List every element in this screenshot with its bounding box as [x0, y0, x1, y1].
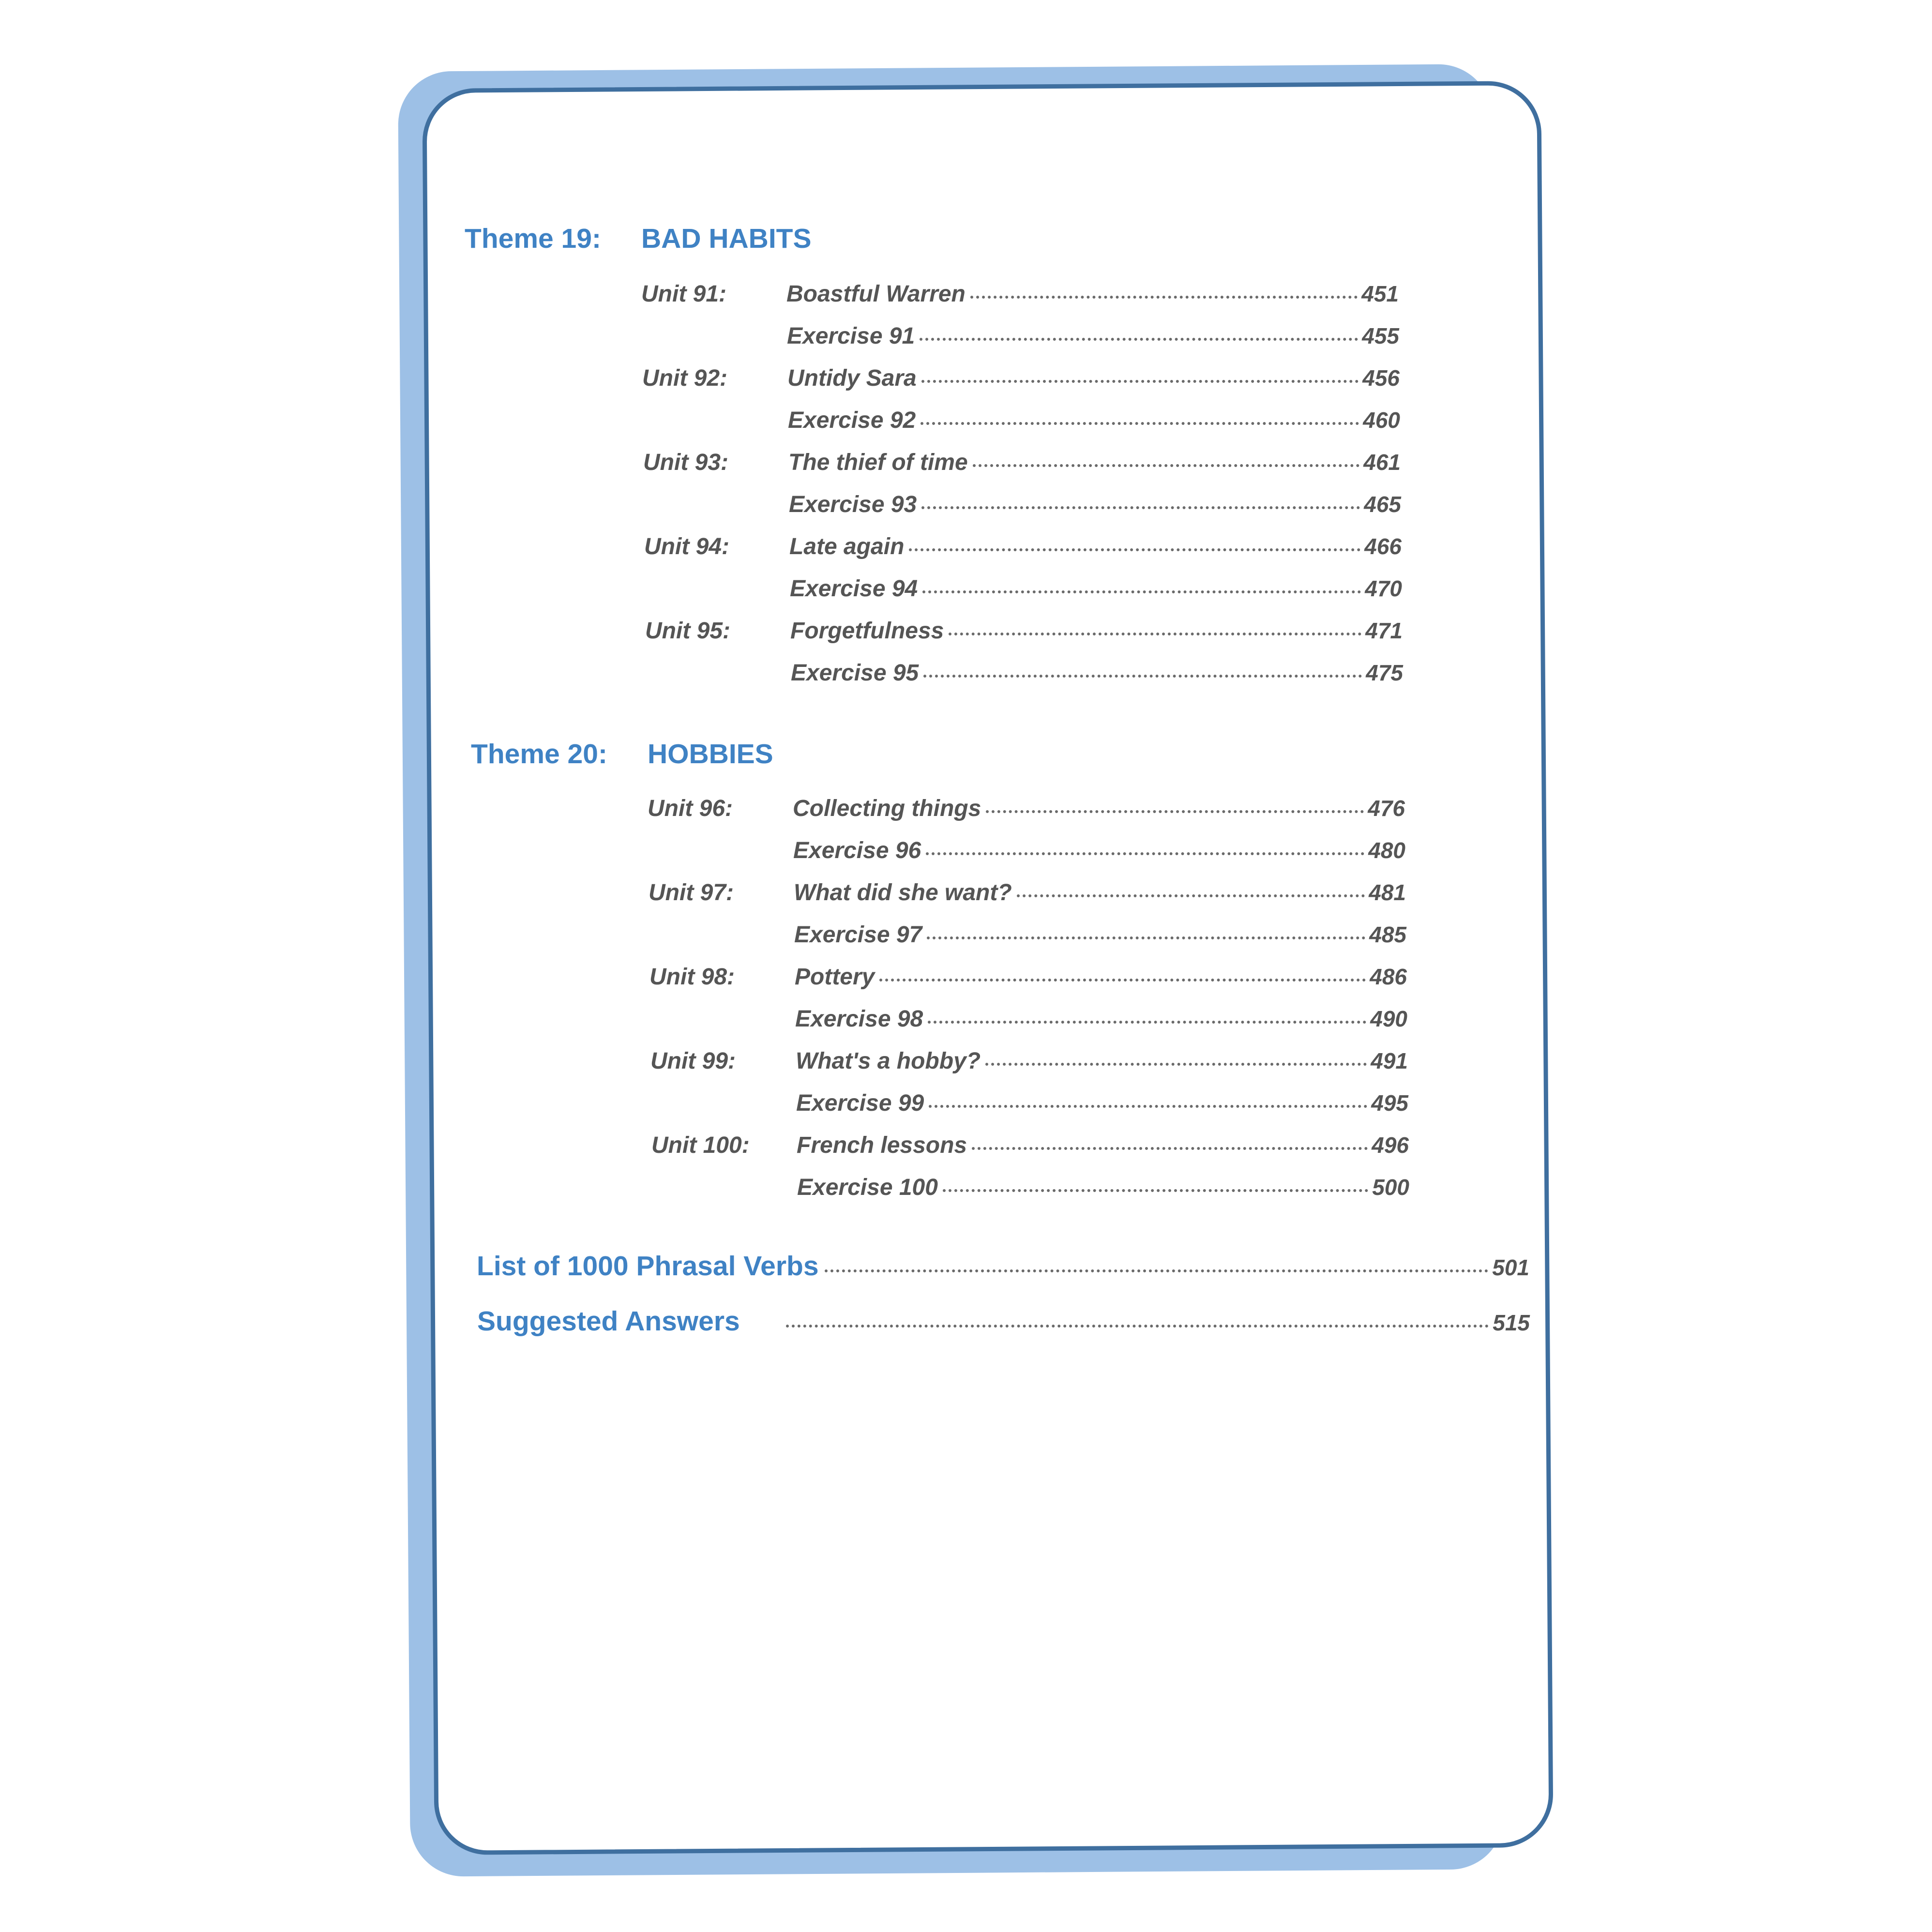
dot-leader — [923, 675, 1362, 678]
page-number: 465 — [1364, 492, 1401, 517]
dot-leader — [928, 1021, 1366, 1024]
theme-title: BAD HABITS — [641, 223, 812, 254]
page-number: 475 — [1366, 660, 1403, 685]
dot-leader — [927, 936, 1365, 939]
page-number: 471 — [1365, 618, 1403, 643]
page-number: 455 — [1362, 323, 1399, 348]
dot-leader — [970, 296, 1358, 299]
entry-title: Forgetfulness — [790, 618, 944, 644]
page-number: 495 — [1371, 1090, 1408, 1116]
toc-entry — [786, 281, 1399, 307]
toc-row[interactable] — [641, 281, 1399, 315]
dot-leader — [921, 506, 1360, 509]
entry-title: Exercise 93 — [789, 492, 917, 517]
toc-entry — [795, 1006, 1407, 1032]
dot-leader — [943, 1189, 1368, 1192]
toc-row[interactable] — [651, 1132, 1409, 1166]
toc-entry — [791, 660, 1403, 686]
entry-title: Exercise 97 — [794, 922, 922, 948]
entry-title: Exercise 96 — [793, 838, 921, 863]
toc-entry — [788, 407, 1400, 434]
entry-title: Exercise 99 — [796, 1090, 924, 1116]
dot-leader — [921, 422, 1359, 425]
page-number: 515 — [1493, 1310, 1530, 1335]
backmatter-title: List of 1000 Phrasal Verbs — [477, 1251, 819, 1282]
toc-entry — [790, 618, 1403, 644]
toc-entry — [793, 795, 1405, 822]
unit-label: Unit 91: — [641, 281, 727, 307]
dot-leader — [949, 633, 1361, 635]
dot-leader — [825, 1269, 1489, 1272]
dot-leader — [909, 548, 1360, 551]
unit-label: Unit 100: — [651, 1132, 750, 1158]
toc-entry — [788, 449, 1401, 476]
backmatter-row-phrasal-verbs[interactable] — [477, 1250, 1529, 1294]
toc-row[interactable] — [649, 964, 1407, 997]
page-number: 485 — [1369, 922, 1406, 947]
dot-leader — [786, 1325, 1489, 1328]
dot-leader — [1017, 894, 1365, 897]
theme-number: Theme 20: — [471, 739, 607, 770]
page-number: 480 — [1368, 838, 1405, 863]
toc-row[interactable] — [642, 365, 1400, 399]
toc-row[interactable] — [644, 533, 1402, 567]
entry-title: Boastful Warren — [786, 281, 966, 307]
toc-entry — [797, 1132, 1409, 1159]
page-number: 481 — [1369, 880, 1406, 905]
toc-row[interactable] — [648, 795, 1405, 829]
toc-entry — [789, 491, 1401, 518]
toc-row[interactable] — [642, 323, 1399, 357]
page-number: 486 — [1370, 964, 1407, 989]
toc-entry — [794, 879, 1406, 906]
entry-title: Untidy Sara — [787, 365, 917, 391]
entry-title: Exercise 95 — [791, 660, 919, 686]
toc-row[interactable] — [651, 1090, 1408, 1124]
entry-title: Collecting things — [793, 796, 981, 821]
toc-entry — [787, 365, 1400, 392]
entry-title: Exercise 91 — [787, 323, 915, 349]
toc-row[interactable] — [643, 407, 1400, 441]
dot-leader — [929, 1105, 1367, 1108]
backmatter-row-suggested-answers[interactable] — [477, 1305, 1530, 1349]
dot-leader — [922, 590, 1361, 593]
toc-row[interactable] — [652, 1174, 1409, 1208]
dot-leader — [920, 338, 1358, 341]
unit-label: Unit 96: — [648, 796, 733, 821]
toc-row[interactable] — [648, 837, 1405, 871]
toc-row[interactable] — [649, 921, 1406, 955]
dot-leader — [921, 380, 1359, 383]
page-number: 460 — [1363, 408, 1400, 433]
unit-label: Unit 93: — [643, 450, 729, 475]
dot-leader — [926, 852, 1364, 855]
dot-leader — [973, 464, 1360, 467]
page-number: 491 — [1371, 1048, 1408, 1073]
entry-title: French lessons — [797, 1132, 967, 1158]
unit-label: Unit 94: — [644, 534, 730, 559]
entry-title: Exercise 98 — [795, 1006, 923, 1032]
toc-row[interactable] — [650, 1006, 1407, 1040]
page-number: 500 — [1372, 1175, 1409, 1200]
unit-label: Unit 98: — [649, 964, 735, 990]
backmatter-title: Suggested Answers — [477, 1306, 740, 1337]
dot-leader — [879, 979, 1366, 981]
toc-row[interactable] — [644, 491, 1401, 525]
unit-label: Unit 95: — [645, 618, 731, 644]
toc-row[interactable] — [646, 660, 1403, 694]
entry-title: The thief of time — [788, 450, 968, 475]
entry-title: What did she want? — [794, 880, 1012, 906]
toc-entry — [787, 323, 1399, 349]
toc-entry — [797, 1174, 1409, 1201]
unit-label: Unit 99: — [650, 1048, 736, 1074]
unit-label: Unit 97: — [649, 880, 734, 906]
toc-entry — [796, 1048, 1408, 1074]
page-number: 451 — [1361, 281, 1399, 306]
toc-entry — [796, 1090, 1408, 1117]
entry-title: Exercise 100 — [797, 1175, 938, 1200]
page-number: 461 — [1363, 450, 1401, 475]
toc-row[interactable] — [649, 879, 1406, 913]
dot-leader — [986, 810, 1364, 813]
page-number: 476 — [1368, 796, 1405, 821]
entry-title: Pottery — [795, 964, 875, 990]
toc-entry — [793, 837, 1405, 864]
entry-title: What's a hobby? — [796, 1048, 981, 1074]
unit-label: Unit 92: — [642, 365, 728, 391]
toc-row[interactable] — [645, 618, 1403, 651]
entry-title: Exercise 92 — [788, 408, 916, 433]
page-number: 496 — [1372, 1132, 1409, 1158]
toc-entry — [790, 575, 1402, 602]
dot-leader — [985, 1063, 1367, 1066]
toc-entry — [795, 964, 1407, 990]
toc-row[interactable] — [650, 1048, 1408, 1082]
theme-title: HOBBIES — [648, 739, 773, 770]
page-number: 501 — [1492, 1255, 1529, 1280]
toc-row[interactable] — [643, 449, 1401, 483]
theme-number: Theme 19: — [465, 223, 601, 254]
entry-title: Late again — [789, 534, 905, 559]
page-number: 470 — [1365, 576, 1402, 601]
toc-entry — [794, 921, 1406, 948]
toc-row[interactable] — [645, 575, 1402, 609]
page-number: 466 — [1364, 534, 1402, 559]
entry-title: Exercise 94 — [790, 576, 918, 602]
dot-leader — [972, 1147, 1368, 1150]
toc-entry — [789, 533, 1402, 560]
page-number: 490 — [1370, 1006, 1407, 1031]
page-number: 456 — [1362, 365, 1400, 391]
